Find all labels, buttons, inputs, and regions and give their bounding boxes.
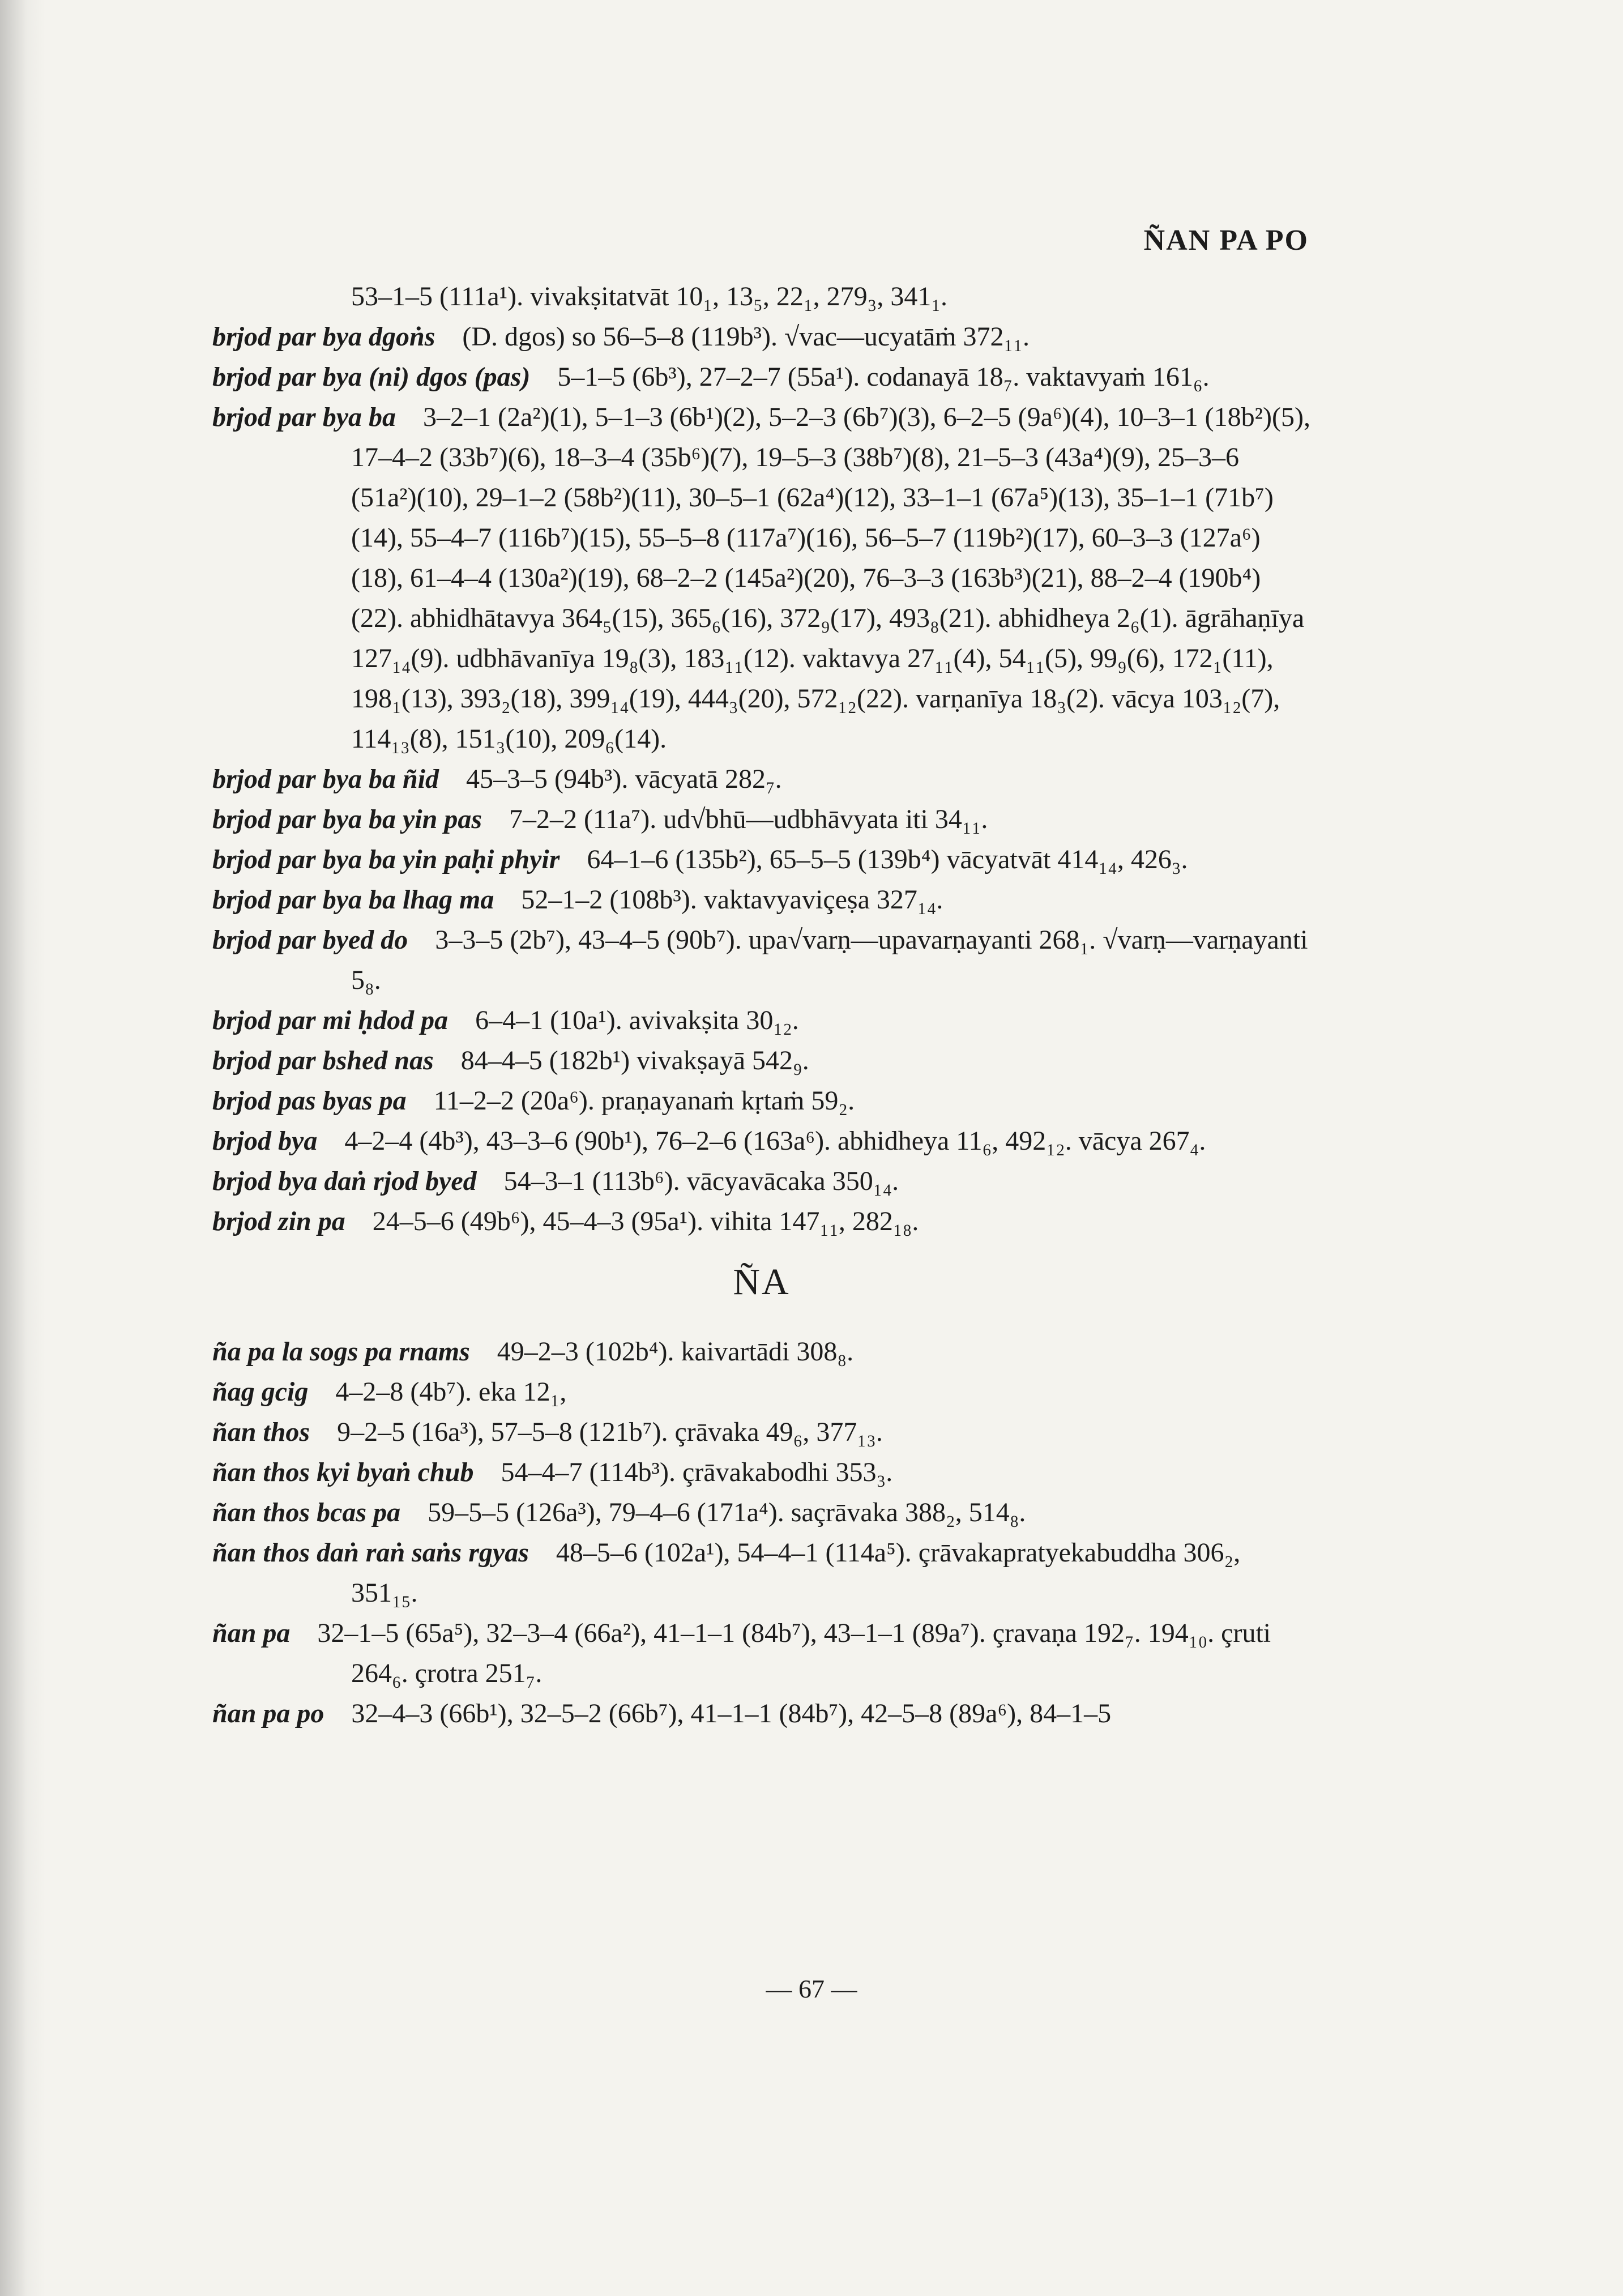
entry-term: ñan pa	[212, 1618, 291, 1648]
entry-term: brjod par byed do	[212, 925, 408, 955]
dictionary-entry	[212, 1693, 1311, 1734]
entry-term: ñag gcig	[212, 1377, 309, 1407]
dictionary-entry	[212, 759, 1311, 799]
dictionary-entry	[212, 1492, 1311, 1533]
entries-column	[212, 276, 1311, 1734]
page-number: — 67 —	[766, 1974, 857, 2003]
entry-references: 11–2–2 (20a⁶). praṇayanaṁ kṛtaṁ 59₂.	[433, 1086, 855, 1116]
entry-references: 7–2–2 (11a⁷). ud√bhū—udbhāvyata iti 34₁₁.	[509, 804, 988, 834]
entry-term: brjod bya daṅ rjod byed	[212, 1166, 477, 1196]
entry-references: (D. dgos) so 56–5–8 (119b³). √vac—ucyatāṁ 372₁₁.	[462, 322, 1030, 352]
entry-term: ñan thos	[212, 1417, 310, 1447]
entry-term: brjod par bshed nas	[212, 1045, 434, 1076]
entry-references: 64–1–6 (135b²), 65–5–5 (139b⁴) vācyatvāt 414₁₄, 426₃.	[587, 844, 1188, 874]
dictionary-entry	[212, 1452, 1311, 1492]
entry-references: 6–4–1 (10a¹). avivakṣita 30₁₂.	[475, 1005, 799, 1035]
entry-references: 9–2–5 (16a³), 57–5–8 (121b⁷). çrāvaka 49₆, 377₁₃.	[337, 1417, 883, 1447]
dictionary-entry	[212, 1121, 1311, 1161]
entries-block-1	[212, 317, 1311, 1241]
entry-term: brjod zin pa	[212, 1206, 345, 1236]
entry-term: brjod bya	[212, 1126, 318, 1156]
continued-entry: 53–1–5 (111a¹). vivakṣitatvāt 10₁, 13₅, 22₁, 279₃, 341₁.	[351, 281, 948, 311]
entry-references: 24–5–6 (49b⁶), 45–4–3 (95a¹). vihita 147₁₁, 282₁₈.	[372, 1206, 919, 1236]
dictionary-entry	[212, 839, 1311, 880]
dictionary-entry	[212, 1331, 1311, 1372]
entry-term: brjod par bya ba yin pas	[212, 804, 482, 834]
entry-term: brjod par bya ba	[212, 402, 396, 432]
entry-references: 3–3–5 (2b⁷), 43–4–5 (90b⁷). upa√varṇ—upavarṇayanti 268₁. √varṇ—varṇayanti 5₈.	[351, 925, 1308, 995]
entry-term: ñan thos kyi byaṅ chub	[212, 1457, 474, 1487]
entries-block-2	[212, 1331, 1311, 1734]
entry-term: brjod par bya ba lhag ma	[212, 885, 494, 915]
dictionary-entry	[212, 397, 1311, 759]
running-head: ÑAN PA PO	[1143, 224, 1309, 257]
entry-references: 45–3–5 (94b³). vācyatā 282₇.	[466, 764, 782, 794]
dictionary-entry	[212, 1161, 1311, 1201]
entry-term: ñan thos daṅ raṅ saṅs rgyas	[212, 1538, 529, 1568]
entry-references: 84–4–5 (182b¹) vivakṣayā 542₉.	[460, 1045, 809, 1076]
entry-references: 5–1–5 (6b³), 27–2–7 (55a¹). codanayā 18₇. vaktavyaṁ 161₆.	[557, 362, 1210, 392]
dictionary-entry	[212, 799, 1311, 839]
entry-term: brjod pas byas pa	[212, 1086, 407, 1116]
entry-references: 59–5–5 (126a³), 79–4–6 (171a⁴). saçrāvaka 388₂, 514₈.	[428, 1497, 1026, 1527]
dictionary-entry	[212, 1372, 1311, 1412]
dictionary-entry	[212, 1000, 1311, 1040]
entry-references: 32–1–5 (65a⁵), 32–3–4 (66a²), 41–1–1 (84b⁷), 43–1–1 (89a⁷). çravaṇa 192₇. 194₁₀. çruti 264₆. çrotra 251₇.	[317, 1618, 1271, 1688]
entry-references: 48–5–6 (102a¹), 54–4–1 (114a⁵). çrāvakapratyekabuddha 306₂, 351₁₅.	[351, 1538, 1241, 1608]
dictionary-entry	[212, 920, 1311, 1000]
entry-term: brjod par bya ba yin paḥi phyir	[212, 844, 560, 874]
scan-edge-shadow	[0, 0, 45, 2296]
entry-term: brjod par bya (ni) dgos (pas)	[212, 362, 531, 392]
entry-term: ñan pa po	[212, 1698, 324, 1729]
entry-references: 52–1–2 (108b³). vaktavyaviçeṣa 327₁₄.	[521, 885, 943, 915]
entry-term: brjod par bya ba ñid	[212, 764, 439, 794]
dictionary-entry	[212, 1533, 1311, 1613]
dictionary-entry	[212, 1081, 1311, 1121]
dictionary-entry	[212, 317, 1311, 357]
entry-references: 54–3–1 (113b⁶). vācyavācaka 350₁₄.	[503, 1166, 899, 1196]
dictionary-entry	[212, 1613, 1311, 1693]
dictionary-entry	[212, 1412, 1311, 1452]
entry-references: 4–2–4 (4b³), 43–3–6 (90b¹), 76–2–6 (163a⁶). abhidheya 11₆, 492₁₂. vācya 267₄.	[344, 1126, 1206, 1156]
entry-term: ña pa la sogs pa rnams	[212, 1337, 470, 1367]
entry-references: 54–4–7 (114b³). çrāvakabodhi 353₃.	[501, 1457, 893, 1487]
entry-references: 49–2–3 (102b⁴). kaivartādi 308₈.	[497, 1337, 854, 1367]
dictionary-entry	[212, 880, 1311, 920]
entry-term: ñan thos bcas pa	[212, 1497, 401, 1527]
dictionary-entry	[212, 1040, 1311, 1081]
dictionary-entry	[212, 1201, 1311, 1241]
entry-term: brjod par mi ḥdod pa	[212, 1005, 449, 1035]
section-title: ÑA	[733, 1261, 791, 1303]
entry-references: 4–2–8 (4b⁷). eka 12₁,	[335, 1377, 567, 1407]
dictionary-entry	[212, 357, 1311, 397]
entry-references: 32–4–3 (66b¹), 32–5–2 (66b⁷), 41–1–1 (84b⁷), 42–5–8 (89a⁶), 84–1–5	[351, 1698, 1112, 1729]
entry-term: brjod par bya dgoṅs	[212, 322, 435, 352]
entry-references: 3–2–1 (2a²)(1), 5–1–3 (6b¹)(2), 5–2–3 (6b⁷)(3), 6–2–5 (9a⁶)(4), 10–3–1 (18b²)(5), 17–4–2 (33b⁷)(6), 18–3–4 (35b⁶)(7), 19–5–3 (38b⁷)(8), 21–5–3 (43a⁴)(9), 25–3–6 (51a²)(10), 29–1–2 (58b²)(11), 30–5–1 (62a⁴)(12), 33–1–1 (67a⁵)(13), 35–1–1 (71b⁷)(14), 55–4–7 (116b⁷)(15), 55–5–8 (117a⁷)(16), 56–5–7 (119b²)(17), 60–3–3 (127a⁶)(18), 61–4–4 (130a²)(19), 68–2–2 (145a²)(20), 76–3–3 (163b³)(21), 88–2–4 (190b⁴)(22). abhidhātavya 364₅(15), 365₆(16), 372₉(17), 493₈(21). abhidheya 2₆(1). āgrāhaṇīya 127₁₄(9). udbhāvanīya 19₈(3), 183₁₁(12). vaktavya 27₁₁(4), 54₁₁(5), 99₉(6), 172₁(11), 198₁(13), 393₂(18), 399₁₄(19), 444₃(20), 572₁₂(22). varṇanīya 18₃(2). vācya 103₁₂(7), 114₁₃(8), 151₃(10), 209₆(14).	[351, 402, 1310, 754]
